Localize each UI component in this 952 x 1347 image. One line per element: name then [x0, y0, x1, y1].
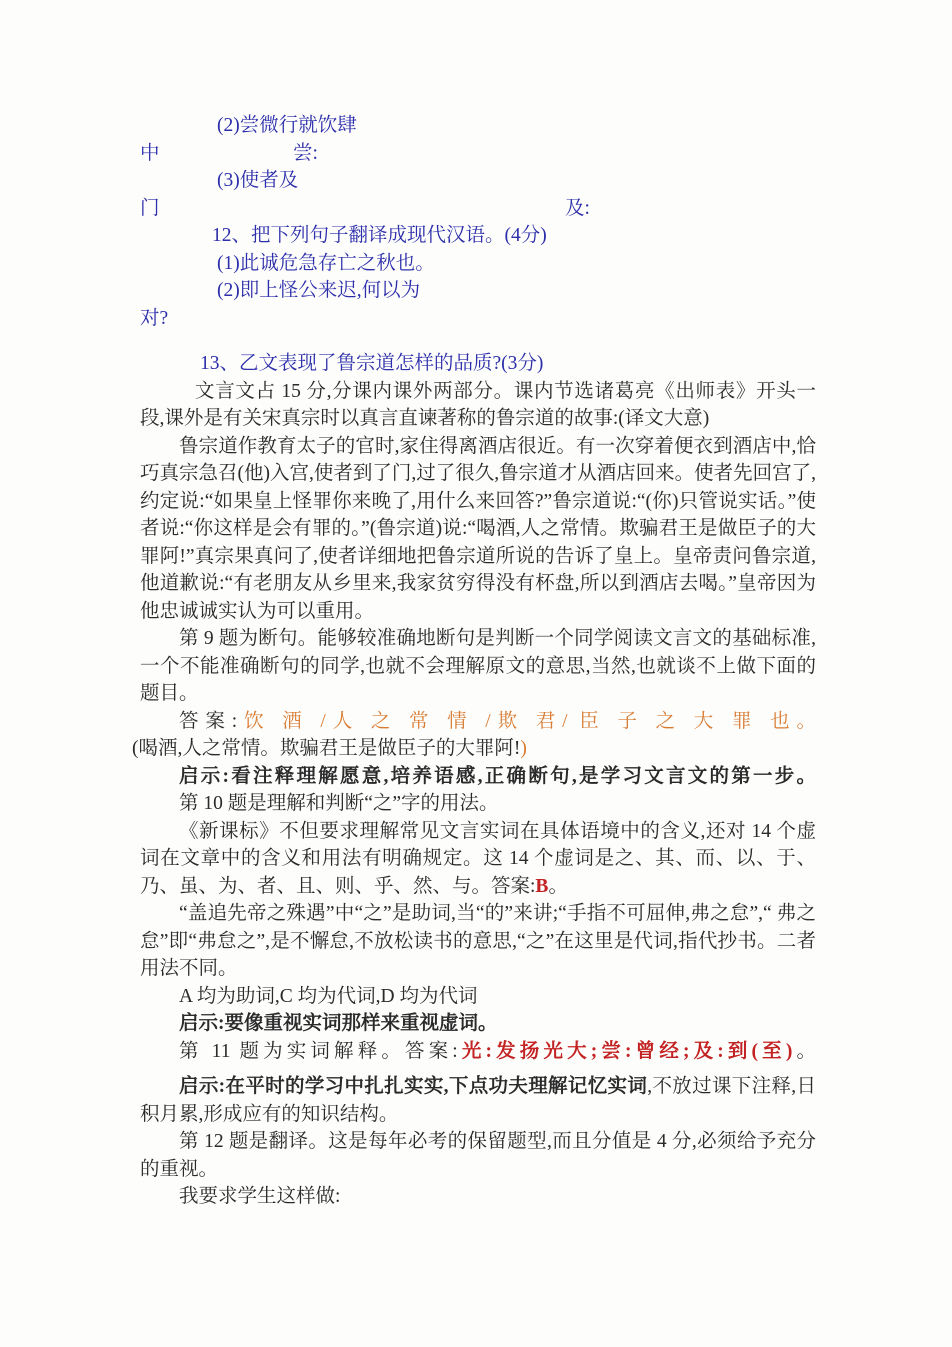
- q10-answer-letter: B: [535, 875, 549, 897]
- q11-answer-prefix: 第 11 题为实词解释。答案:: [179, 1040, 458, 1062]
- tip-q10: 启示:要像重视实词那样来重视虚词。: [179, 1013, 498, 1034]
- stray-char-men: 门: [140, 197, 160, 219]
- para-q10-options: A 均为助词,C 均为代词,D 均为代词: [179, 985, 478, 1007]
- q9-answer-segmentation: 饮 酒 /人 之 常 情 /欺 君/ 臣 子 之 大 罪 也。: [237, 710, 816, 732]
- tip-q11: [140, 1073, 816, 1128]
- q11-answer-text: 光:发扬光大;尝:曾经;及:到(至): [457, 1040, 793, 1062]
- q12-sub2-continuation: 对?: [140, 307, 169, 329]
- q9-answer-line: [140, 708, 816, 736]
- para-q10-curriculum: [140, 818, 816, 901]
- blank-ji: 及:: [565, 197, 590, 219]
- q9-answer-note-close: ): [520, 738, 527, 759]
- q11-answer-period: 。: [792, 1040, 816, 1062]
- stray-char-zhong: 中: [140, 142, 160, 164]
- q11-item-2: (2)尝微行就饮肆: [217, 115, 357, 136]
- q11-item-3: (3)使者及: [217, 170, 299, 191]
- q10-answer-period: 。: [548, 875, 568, 897]
- para-q12-comment: 第 12 题是翻译。这是每年必考的保留题型,而且分值是 4 分,必须给予充分的重视。: [140, 1131, 816, 1180]
- q12-sub1: (1)此诚危急存亡之秋也。: [217, 252, 435, 274]
- q12-sub2: (2)即上怪公来迟,何以为: [217, 280, 421, 301]
- para-q10-explanation: “盖追先帝之殊遇”中“之”是助词,当“的”来讲;“手指不可屈伸,弗之怠”,“ 弗之怠”即“弗怠之”,是不懈怠,不放松读书的意思,“之”在这里是代词,指代抄书。二者用法不同。: [140, 903, 816, 979]
- stray-line-men: [140, 195, 816, 223]
- q9-answer-note: (喝酒,人之常情。欺骗君王是做臣子的大罪阿!: [132, 738, 521, 759]
- tip-q11-rest: ,不放过课下注释,日积月累,形成应有的知识结构。: [140, 1076, 816, 1125]
- blank-chang: 尝:: [293, 142, 318, 164]
- q11-answer-line: [140, 1038, 816, 1066]
- tip-q11-bold: 启示:在平时的学习中扎扎实实,下点功夫理解记忆实词: [179, 1076, 648, 1097]
- para-q9-analysis: 第 9 题为断句。能够较准确地断句是判断一个同学阅读文言文的基础标准,一个不能准确断句的同学,也就不会理解原文的意思,当然,也就谈不上做下面的题目。: [140, 628, 816, 704]
- q9-answer-note-line: [132, 735, 816, 763]
- para-q10-intro: 第 10 题是理解和判断“之”字的用法。: [179, 793, 499, 814]
- stray-line-zhong: [140, 140, 816, 168]
- document-content: [132, 112, 816, 1211]
- para-closing: 我要求学生这样做:: [179, 1186, 341, 1207]
- q10-curriculum-text: 《新课标》不但要求理解常见文言实词在具体语境中的含义,还对 14 个虚词在文章中的含义和用法有明确规定。这 14 个虚词是之、其、而、以、于、乃、虽、为、者、且、则、乎、然、与。答案:: [140, 820, 816, 897]
- tip-q9: 启示:看注释理解愿意,培养语感,正确断句,是学习文言文的第一步。: [179, 765, 816, 787]
- para-intro: 文言文占 15 分,分课内课外两部分。课内节选诸葛亮《出师表》开头一段,课外是有关宋真宗时以真言直谏著称的鲁宗道的故事:(译文大意): [140, 380, 816, 429]
- para-translation: 鲁宗道作教育太子的官时,家住得离酒店很近。有一次穿着便衣到酒店中,恰巧真宗急召(他)入宫,使者到了门,过了很久,鲁宗道才从酒店回来。使者先回宫了,约定说:“如果皇上怪罪你来晚了,用什么来回答?”鲁宗道说:“(你)只管说实话。”使者说:“你这样是会有罪的。”(鲁宗道)说:“喝酒,人之常情。欺骗君王是做臣子的大罪阿!”真宗果真问了,使者详细地把鲁宗道所说的告诉了皇上。皇帝责问鲁宗道,他道歉说:“有老朋友从乡里来,我家贫穷得没有杯盘,所以到酒店去喝。”皇帝因为他忠诚诚实认为可以重用。: [140, 435, 816, 622]
- q12-header: 12、把下列句子翻译成现代汉语。(4分): [212, 225, 547, 246]
- q9-answer-label: 答案:: [179, 710, 238, 732]
- q13-header: 13、乙文表现了鲁宗道怎样的品质?(3分): [200, 353, 544, 374]
